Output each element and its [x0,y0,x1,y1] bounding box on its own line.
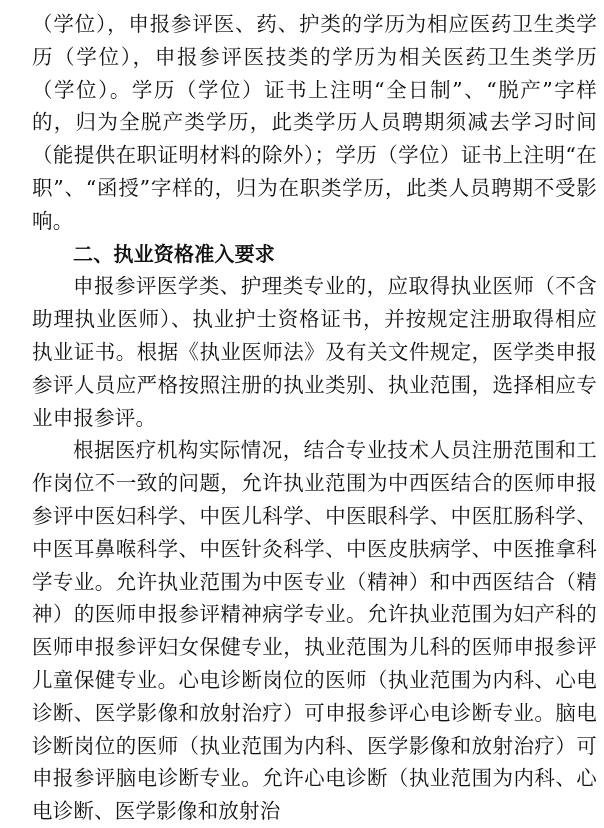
paragraph-education-credentials: （学位），申报参评医、药、护类的学历为相应医药卫生类学历（学位），申报参评医技类的学历为相关医药卫生类学历（学位）。学历（学位）证书上注明“全日制”、“脱产”字样的，归为全脱产类学历，此类学历人员聘期须减去学习时间（能提供在职证明材料的除外）；学历（学位）证书上注明“在职”、“函授”字样的，归为在职类学历，此类人员聘期不受影响。 [32,12,597,233]
document-page [32,8,597,828]
paragraph-license-requirements: 申报参评医学类、护理类专业的，应取得执业医师（不含助理执业医师）、执业护士资格证书，并按规定注册取得相应执业证书。根据《执业医师法》及有关文件规定，医学类申报参评人员应严格按照注册的执业类别、执业范围，选择相应专业申报参评。 [32,274,597,430]
section-heading-practice-qualification: 二、执业资格准入要求 [73,241,275,266]
paragraph-practice-scope-exceptions: 根据医疗机构实际情况，结合专业技术人员注册范围和工作岗位不一致的问题，允许执业范围为中西医结合的医师申报参评中医妇科学、中医儿科学、中医眼科学、中医肛肠科学、中医耳鼻喉科学、中医针灸科学、中医皮肤病学、中医推拿科学专业。允许执业范围为中医专业（精神）和中西医结合（精神）的医师申报参评精神病学专业。允许执业范围为妇产科的医师申报参评妇女保健专业，执业范围为儿科的医师申报参评儿童保健专业。心电诊断岗位的医师（执业范围为内科、心电诊断、医学影像和放射治疗）可申报参评心电诊断专业。脑电诊断岗位的医师（执业范围为内科、医学影像和放射治疗）可申报参评脑电诊断专业。允许心电诊断（执业范围为内科、心电诊断、医学影像和放射治 [32,438,597,824]
